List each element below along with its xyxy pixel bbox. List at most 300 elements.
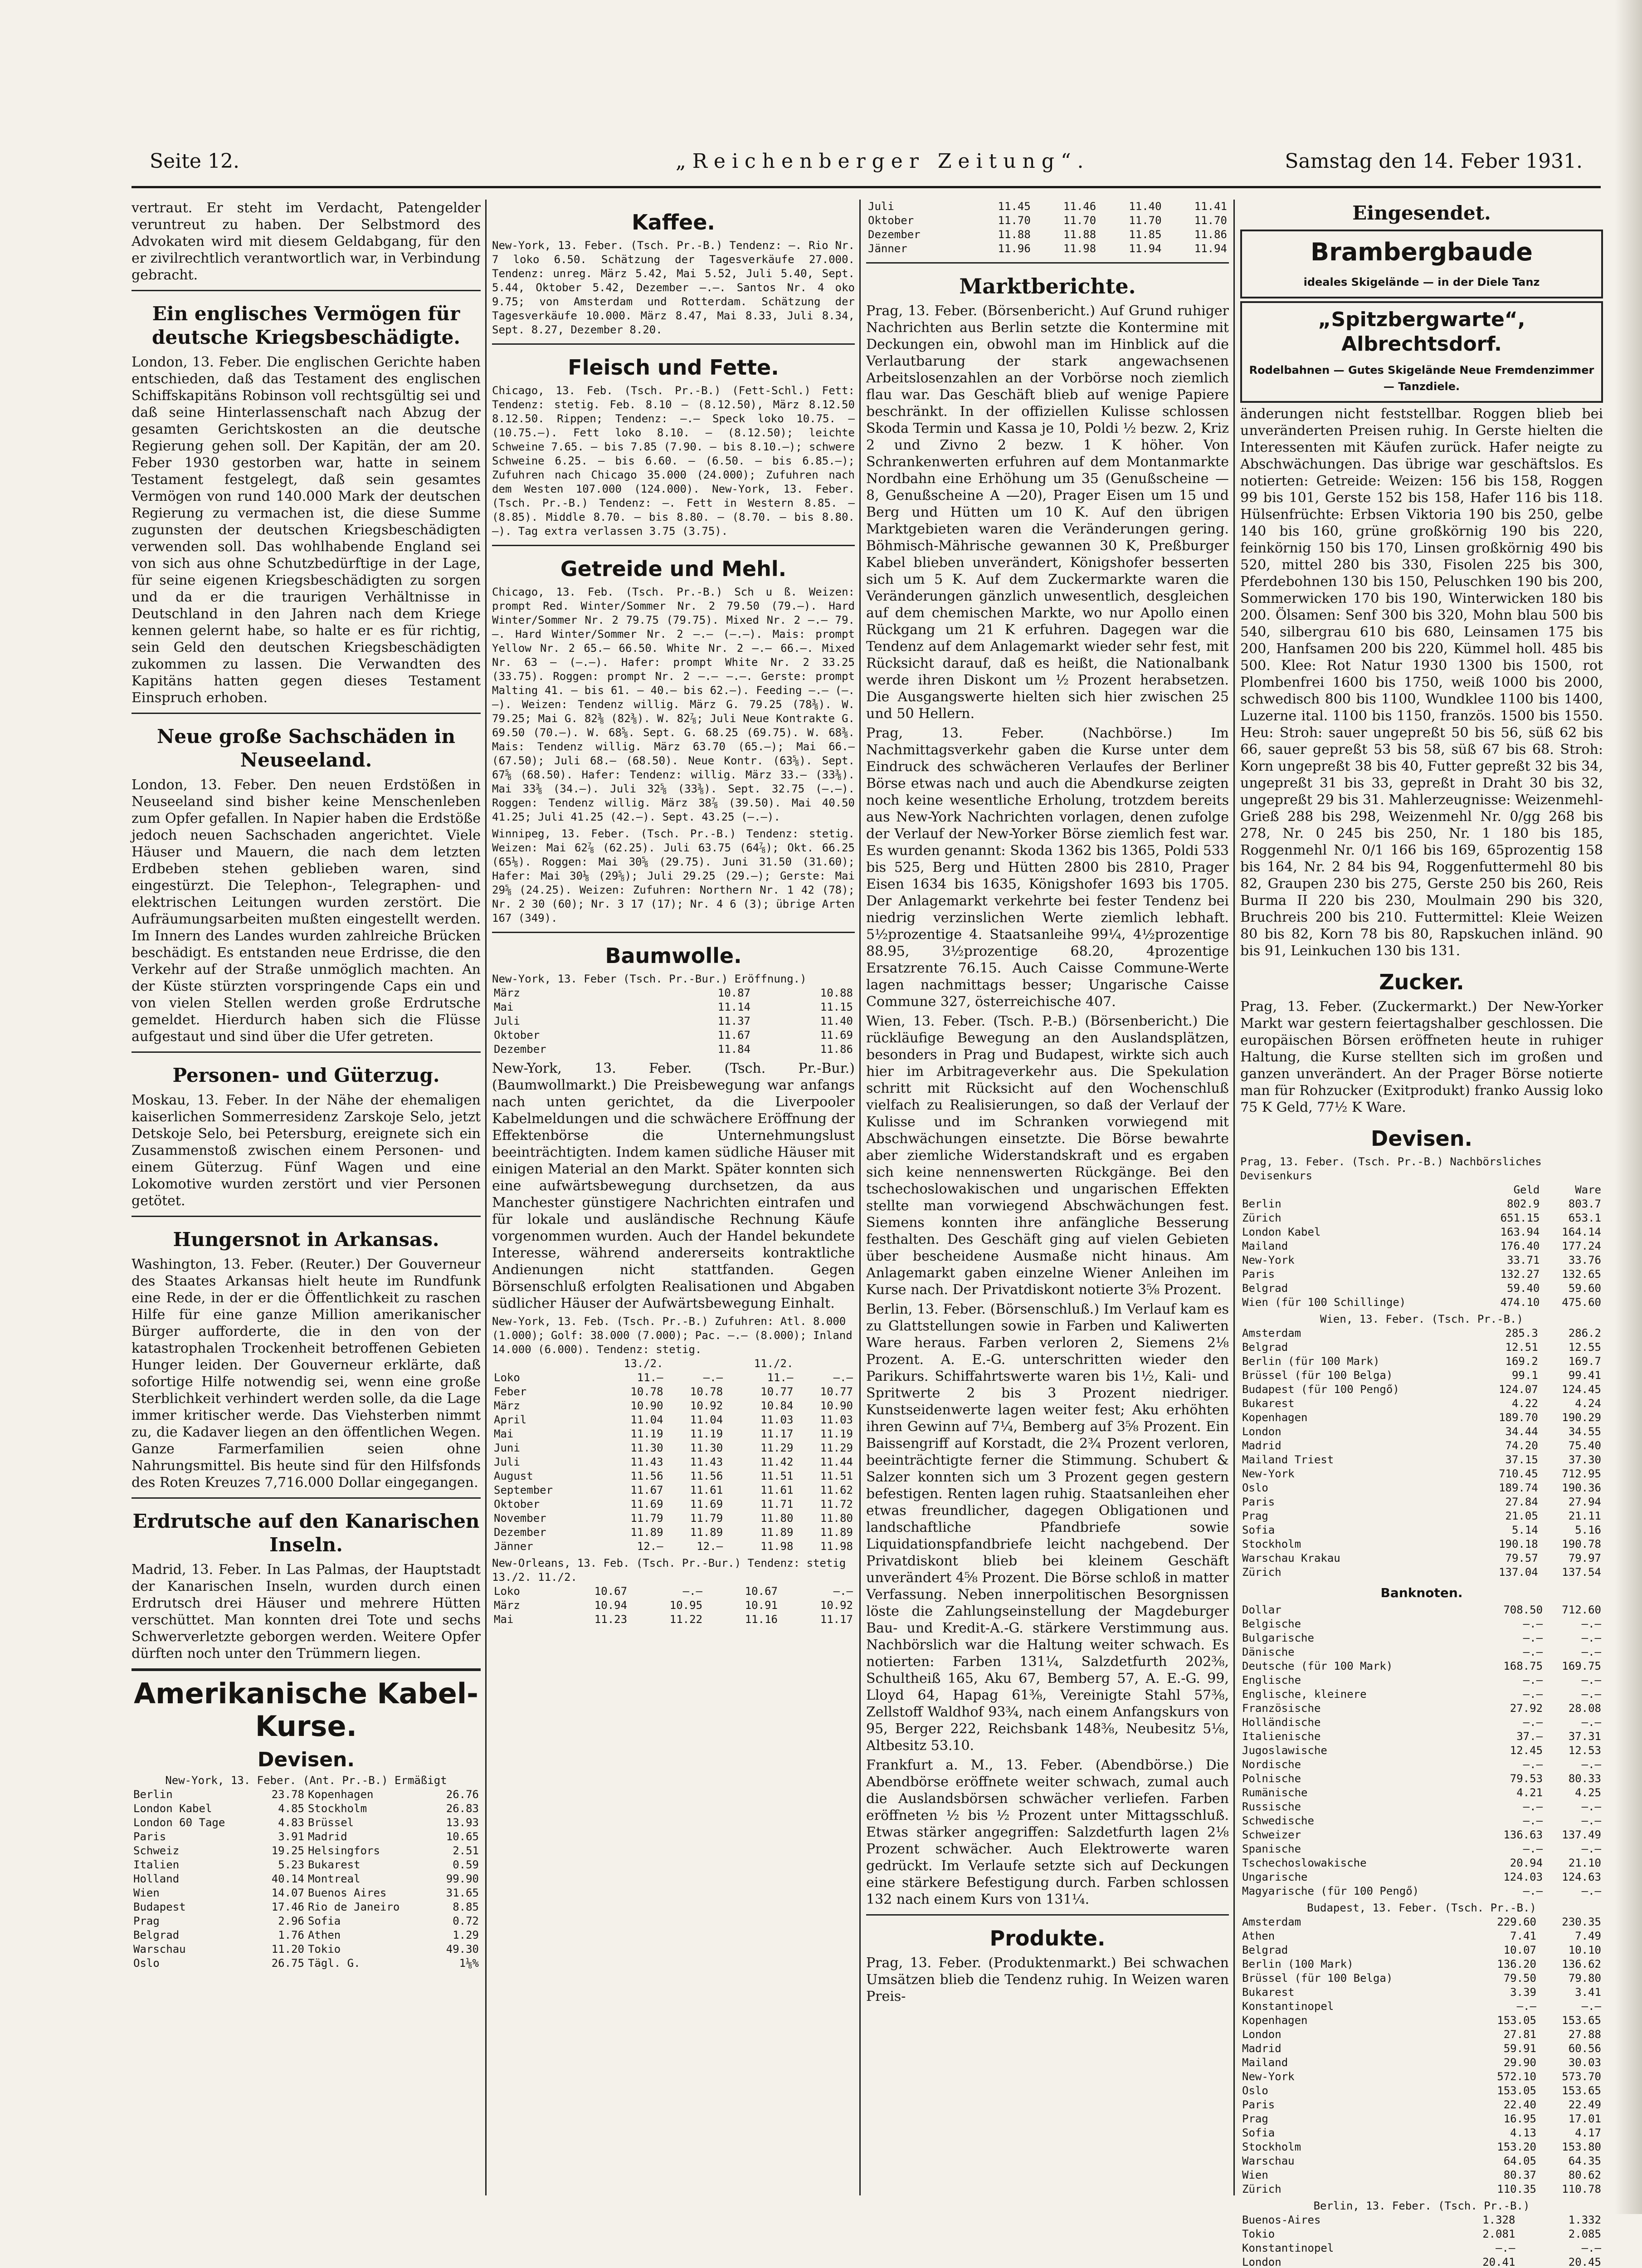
devisen-row xyxy=(1240,1340,1603,1354)
table-cell: 124.07 xyxy=(1499,1383,1538,1396)
table-cell: 10.07 xyxy=(1503,1944,1536,1956)
table-cell: 11.56 xyxy=(690,1470,723,1482)
table-cell: Zürich xyxy=(1242,1566,1281,1579)
table-cell: 80.33 xyxy=(1568,1772,1601,1785)
table-cell: 4.25 xyxy=(1575,1786,1601,1799)
table-cell: —.— xyxy=(1523,1716,1543,1729)
table-cell: 60.56 xyxy=(1568,2042,1601,2055)
devisen-prag-table xyxy=(1240,1183,1603,1310)
scan-edge xyxy=(1615,0,1642,2214)
table-cell: 64.05 xyxy=(1503,2155,1536,2167)
table-cell: 79.50 xyxy=(1503,1972,1536,1984)
devisen-row xyxy=(1240,1495,1603,1509)
table-cell: 29.90 xyxy=(1503,2056,1536,2069)
table-cell: Kopenhagen xyxy=(307,1788,374,1801)
table-cell: 19.25 xyxy=(271,1844,304,1857)
table-cell: Berlin (100 Mark) xyxy=(1242,1958,1354,1970)
table-cell: 13./2. xyxy=(624,1357,663,1370)
column-rule-1 xyxy=(485,200,487,2195)
table-cell: Tägl. G. xyxy=(307,1957,361,1970)
table-cell: 26.76 xyxy=(446,1788,479,1801)
devisen-row xyxy=(1240,1915,1603,1929)
table-cell: 190.78 xyxy=(1562,1538,1601,1550)
table-cell: 190.36 xyxy=(1562,1481,1601,1494)
table-cell: 11./2. xyxy=(754,1357,794,1370)
table-cell: 11.04 xyxy=(630,1413,663,1426)
devisen-row xyxy=(1240,1369,1603,1383)
banknoten-row xyxy=(1240,1814,1603,1828)
headline-fleisch: Fleisch und Fette. xyxy=(568,355,779,380)
table-cell: 59.60 xyxy=(1568,1282,1601,1295)
baumwolle-row xyxy=(492,1000,855,1014)
table-cell: März xyxy=(494,1599,520,1612)
table-cell: 11.98 xyxy=(820,1540,853,1553)
table-cell: 20.94 xyxy=(1510,1857,1543,1869)
table-cell: 4.85 xyxy=(278,1802,304,1815)
baumwolle-row xyxy=(866,214,1229,228)
devisen-row xyxy=(1240,1295,1603,1310)
table-cell: 16.95 xyxy=(1503,2112,1536,2125)
table-cell: 12.55 xyxy=(1568,1341,1601,1354)
table-cell: 153.80 xyxy=(1562,2141,1601,2153)
table-cell: 17.46 xyxy=(271,1901,304,1913)
kabelkurs-row xyxy=(132,1886,481,1900)
table-cell: April xyxy=(494,1413,527,1426)
devisen-row xyxy=(1240,1439,1603,1453)
table-cell: 99.1 xyxy=(1511,1369,1538,1382)
table-cell: 11.40 xyxy=(1129,200,1162,213)
table-cell: Oktober xyxy=(494,1029,540,1041)
table-cell: 573.70 xyxy=(1562,2070,1601,2083)
table-cell: Madrid xyxy=(1242,2042,1281,2055)
table-cell: Zürich xyxy=(1242,1212,1281,1224)
table-cell: 0.59 xyxy=(453,1858,479,1871)
table-cell: Paris xyxy=(1242,1496,1275,1508)
table-cell: 169.2 xyxy=(1505,1355,1538,1368)
table-cell: 99.41 xyxy=(1568,1369,1601,1382)
devisen-row xyxy=(1240,2140,1603,2154)
banknoten-row xyxy=(1240,1744,1603,1758)
table-cell: 59.91 xyxy=(1503,2042,1536,2055)
banknoten-row xyxy=(1240,1631,1603,1645)
table-cell: 11.30 xyxy=(690,1442,723,1454)
devisen-row xyxy=(1240,1551,1603,1565)
table-cell: 11.85 xyxy=(1129,228,1162,241)
table-cell: 153.05 xyxy=(1497,2014,1536,2027)
table-cell: 110.78 xyxy=(1562,2183,1601,2195)
table-cell: 30.03 xyxy=(1568,2056,1601,2069)
table-cell: Juli xyxy=(494,1456,520,1468)
headline-neuseeland: Neue große Sachschäden in Neuseeland. xyxy=(156,725,456,771)
table-cell: —.— xyxy=(1523,1618,1543,1630)
table-cell: Stockholm xyxy=(1242,1538,1301,1550)
devisen-row xyxy=(1240,1509,1603,1523)
table-cell: Bukarest xyxy=(1242,1397,1295,1410)
table-cell: Tokio xyxy=(1242,2228,1275,2240)
table-cell: 33.71 xyxy=(1507,1254,1540,1266)
report-produkte: Prag, 13. Feber. (Produktenmarkt.) Bei schwachen Umsätzen blieb die Tendenz ruhig. In Weizen waren Preis- xyxy=(866,1955,1229,2004)
table-cell: 11.43 xyxy=(630,1456,663,1468)
table-cell: —.— xyxy=(1523,1632,1543,1644)
table-cell: Athen xyxy=(1242,1930,1275,1942)
table-cell: 59.40 xyxy=(1507,1282,1540,1295)
table-cell: 708.50 xyxy=(1503,1603,1543,1616)
baumwolle-head-2: New-York, 13. Feb. (Tsch. Pr.-B.) Zufuhren: Atl. 8.000 (1.000); Golf: 38.000 (7.000); Pac. —.— (8.000); Inland 14.000 (6.000). Tendenz: stetig. xyxy=(492,1315,853,1356)
table-cell xyxy=(492,1357,594,1371)
table-cell: 11.— xyxy=(637,1371,663,1384)
table-cell: 11.71 xyxy=(760,1498,794,1510)
banknoten-row xyxy=(1240,1856,1603,1870)
table-cell: Zürich xyxy=(1242,2183,1281,2195)
table-cell: Schweiz xyxy=(133,1844,180,1857)
table-cell: —.— xyxy=(1516,2000,1536,2013)
table-cell: Oslo xyxy=(1242,2084,1268,2097)
table-cell: 11.69 xyxy=(820,1029,853,1041)
table-cell: —.— xyxy=(1581,1758,1601,1771)
baumwolle-row xyxy=(492,1441,855,1455)
table-cell: Berlin xyxy=(133,1788,173,1801)
table-cell: Ware xyxy=(1575,1183,1601,1196)
table-cell: 710.45 xyxy=(1499,1467,1538,1480)
table-cell: 5.23 xyxy=(278,1858,304,1871)
eingesendet-label: Eingesendet. xyxy=(1352,202,1491,224)
table-cell: 137.04 xyxy=(1499,1566,1538,1579)
devisen-row xyxy=(1240,1453,1603,1467)
table-cell: 11.44 xyxy=(820,1456,853,1468)
table-cell: 11.80 xyxy=(760,1512,794,1525)
table-cell: 190.18 xyxy=(1499,1538,1538,1550)
table-cell: 80.62 xyxy=(1568,2169,1601,2181)
table-cell: Jugoslawische xyxy=(1242,1744,1327,1757)
table-cell: 11.84 xyxy=(717,1043,750,1056)
table-cell: 13.93 xyxy=(446,1816,479,1829)
baumwolle-row xyxy=(492,1427,855,1441)
table-cell: 10.78 xyxy=(630,1385,663,1398)
table-cell: —.— xyxy=(1523,1646,1543,1658)
table-cell: Loko xyxy=(494,1585,520,1598)
table-cell: 136.63 xyxy=(1503,1828,1543,1841)
divider xyxy=(866,262,1229,264)
table-cell: —.— xyxy=(1581,1716,1601,1729)
getreide-report: Chicago, 13. Feb. (Tsch. Pr.-B.) Sch u ß. Weizen: prompt Red. Winter/Sommer Nr. 2 79.50 (79.—). Hard Winter/Sommer Nr. 2 79.75 (79.75). Mixed Nr. 2 —.— 79.—. Hard Winter/Sommer Nr. 2 —.— (—.—). Mais: prompt Yellow Nr. 2 65.— 66.50. White Nr. 2 —.— 66.—. Mixed Nr. 63 — (—.—). Hafer: prompt White Nr. 2 33.25 (33.75). Roggen: prompt Nr. 2 —.— —.—. Gerste: prompt Malting 41. — bis 61. — 40.— bis 62.—). Feeding —.— (—.—). Weizen: Tendenz willig. März G. 79.25 (78⅜). W. 79.25; Mai G. 82⅜ (82⅜). W. 82⅞; Juli Neue Kontrakte G. 69.50 (70.—). W. 68⅝. Sept. G. 68.25 (69.75). W. 68⅜. Mais: Tendenz willig. März 63.70 (65.—); Mai 66.— (67.50); Juli 68.— (68.50). Neue Kontr. (63⅝). Sept. 67⅝ (68.50). Hafer: Tendenz: willig. März 33.— (33⅜). Mai 33⅜ (34.—). Juli 32⅝ (33⅜). Sept. 32.75 (—.—). Roggen: Tendenz willig. März 38⅞ (39.50). Mai 40.50 41.25; Juli 41.25 (42.—). Sept. 43.25 (—.—). xyxy=(492,586,855,823)
banknoten-row xyxy=(1240,1828,1603,1842)
divider xyxy=(492,343,855,345)
table-cell: 40.14 xyxy=(271,1872,304,1885)
table-cell: Buenos Aires xyxy=(307,1887,387,1899)
table-cell: 11.19 xyxy=(820,1427,853,1440)
table-cell: 10.77 xyxy=(760,1385,794,1398)
column-4 xyxy=(1240,200,1603,2268)
table-cell: 8.85 xyxy=(453,1901,479,1913)
column-3 xyxy=(866,200,1229,2204)
table-cell: 3.39 xyxy=(1510,1986,1536,1999)
table-cell: 176.40 xyxy=(1500,1240,1540,1252)
table-cell: Berlin xyxy=(1242,1198,1281,1210)
baumwolle-row xyxy=(492,1497,855,1511)
table-cell: 4.17 xyxy=(1575,2126,1601,2139)
table-cell: 3.41 xyxy=(1575,1986,1601,1999)
kaffee-report: New-York, 13. Feber. (Tsch. Pr.-B.) Tendenz: —. Rio Nr. 7 loko 6.50. Schätzung der Tagesverkäufe 27.000. Tendenz: unreg. März 5.42, Mai 5.52, Juli 5.40, Sept. 5.44, Oktober 5.42, Dezember —.—. Santos Nr. 4 oko 9.75; von Amsterdam und Rotterdam. Schätzung der Tagesverkäufe 10.000. März 8.47, Mai 8.33, Juli 8.34, Sept. 8.27, Dezember 8.20. xyxy=(492,239,855,336)
kabelkurs-row xyxy=(132,1928,481,1942)
baumwolle-head: New-York, 13. Feber (Tsch. Pr.-Bur.) Eröffnung.) xyxy=(492,973,807,985)
table-cell: 11.67 xyxy=(717,1029,750,1041)
devisen-row xyxy=(1240,2084,1603,2098)
table-cell: 27.94 xyxy=(1568,1496,1601,1508)
devisen-row xyxy=(1240,1985,1603,1999)
table-cell: 10.87 xyxy=(717,987,750,999)
report-produkte-continued: änderungen nicht feststellbar. Roggen blieb bei unveränderten Preisen ruhig. In Gerste hielten die Interessenten mit Käufen zurück. Hafer neigte zu Abschwächungen. Das übrige war geschäftslos. Es notierten: Getreide: Weizen: 156 bis 158, Roggen 99 bis 101, Gerste 152 bis 158, Hafer 116 bis 118. Hülsenfrüchte: Erbsen Viktoria 190 bis 250, gelbe 140 bis 160, grüne großkörnig 190 bis 220, feinkörnig 150 bis 170, Linsen großkörnig 490 bis 520, mittel 280 bis 330, Fisolen 225 bis 300, Pferdebohnen 130 bis 150, Peluschken 190 bis 200, Sommerwicken 170 bis 190, Winterwicken 180 bis 200. Ölsamen: Senf 300 bis 320, Mohn blau 500 bis 540, silbergrau 610 bis 680, Leinsamen 175 bis 200, Hanfsamen 200 bis 220, Kümmel holl. 485 bis 500. Klee: Rot Natur 1930 1300 bis 1500, rot Plombenfrei 1600 bis 1750, weiß 1000 bis 2000, schwedisch 800 bis 1100, Wundklee 1100 bis 1400, Luzerne ital. 1100 bis 1150, französ. 1500 bis 1550. Heu: Stroh: sauer ungepreßt 50 bis 56, süß 62 bis 66, sauer gepreßt 53 bis 58, süß 67 bis 68. Stroh: Korn ungepreßt 38 bis 40, Futter gepreßt 32 bis 34, ungepreßt 31 bis 33, gepreßt in Draht 30 bis 32, ungepreßt 29 bis 31. Mahlerzeugnisse: Weizenmehl-Grieß 288 bis 298, Weizenmehl Nr. 0/gg 268 bis 278, Nr. 0 245 bis 250, Nr. 1 180 bis 185, Roggenmehl Nr. 0/1 166 bis 169, 65prozentig 158 bis 164, Nr. 2 84 bis 94, Roggenfuttermehl 80 bis 82, Graupen 230 bis 275, Gerste 250 bis 260, Reis Burma II 220 bis 230, Moulmain 290 bis 320, Bruchreis 200 bis 210. Futtermittel: Kleie Weizen 80 bis 82, Korn 78 bis 80, Rapskuchen inländ. 90 bis 91, Leinkuchen 130 bis 131. xyxy=(1240,406,1603,959)
table-cell: 474.10 xyxy=(1500,1296,1540,1309)
table-cell: 37.31 xyxy=(1568,1730,1601,1743)
table-cell: Juni xyxy=(494,1442,520,1454)
table-cell: Paris xyxy=(1242,1268,1275,1281)
table-cell: Warschau xyxy=(1242,2155,1295,2167)
table-cell: 11.51 xyxy=(820,1470,853,1482)
table-cell: 11.86 xyxy=(820,1043,853,1056)
table-cell: Kopenhagen xyxy=(1242,1411,1308,1424)
devisen-row xyxy=(1240,1999,1603,2014)
table-cell: 11.70 xyxy=(1194,214,1227,227)
table-cell: 27.81 xyxy=(1503,2028,1536,2041)
baumwolle-row xyxy=(492,1455,855,1469)
table-cell: 27.84 xyxy=(1505,1496,1538,1508)
table-cell: 23.78 xyxy=(271,1788,304,1801)
table-cell: Deutsche (für 100 Mark) xyxy=(1242,1660,1393,1672)
report-prag-nachboerse: Prag, 13. Feber. (Nachbörse.) Im Nachmittagsverkehr gaben die Kurse unter dem Eindruck des schwächeren Verlaufes der Berliner Börse etwas nach und auch die Abendkurse zeigten noch keine wesentliche Erholung, trotzdem bereits aus New-York Nachrichten vorlagen, denen zufolge der Verlauf der New-Yorker Börse ziemlich fest war. Es wurden genannt: Skoda 1362 bis 1365, Poldi 533 bis 525, Berg und Hütten 2800 bis 2810, Prager Eisen 1634 bis 1635, Königshofer 1693 bis 1705. Der Anlagemarkt verkehrte bei fester Tendenz bei niedrig verzinslichen Werte ziemlich lebhaft. 5½prozentige 4. Staatsanleihe 99¼, 4½prozentige 88.95, 3½prozentige 68.20, 4prozentige Ersatzrente 76.15. Auch Caisse Commune-Werte lagen nachmittags besser; Ungarische Caisse Commune 327, österreichische 407. xyxy=(866,725,1229,1010)
table-cell: 110.35 xyxy=(1497,2183,1536,2195)
table-cell: Mai xyxy=(494,1001,514,1013)
kabelkurse-subhead: New-York, 13. Feber. (Ant. Pr.-B.) Ermäßigt xyxy=(165,1774,447,1787)
table-cell: London Kabel xyxy=(1242,1226,1321,1238)
table-cell: 11.43 xyxy=(690,1456,723,1468)
table-cell: Paris xyxy=(1242,2098,1275,2111)
devisen-row xyxy=(1240,1425,1603,1439)
table-cell: 79.80 xyxy=(1568,1972,1601,1984)
table-cell: 11.45 xyxy=(998,200,1031,213)
divider xyxy=(492,932,855,933)
table-cell: 132.27 xyxy=(1500,1268,1540,1281)
headline-vermoegen: Ein englisches Vermögen für deutsche Kriegsbeschädigte. xyxy=(152,303,460,348)
table-cell: —.— xyxy=(1496,2242,1515,2254)
table-cell: 11.72 xyxy=(820,1498,853,1510)
table-cell: 10.67 xyxy=(594,1585,628,1598)
table-cell: Mai xyxy=(494,1427,514,1440)
table-cell: Wien xyxy=(133,1887,160,1899)
devisen-row xyxy=(1240,1523,1603,1537)
baumwolle-row xyxy=(492,1613,855,1627)
table-cell: —.— xyxy=(1523,1758,1543,1771)
baumwolle-report: New-York, 13. Feber. (Tsch. Pr.-Bur.) (Baumwollmarkt.) Die Preisbewegung war anfangs nach unten gerichtet, da die Liverpooler Kabelmeldungen und die schwächere Eröffnung der Effektenbörse die Unternehmungslust beeinträchtigten. Indem kamen südliche Häuser mit einigen Material an den Markt. Später konnten sich eine aufwärtsbewegung durchsetzen, da aus Manchester günstigere Nachrichten eintrafen und für lokale und ausländische Rechnung Käufe vorgenommen wurden. Auch der Handel bekundete Interesse, während andererseits kontraktliche Andienungen nicht stattfanden. Gegen Börsenschluß erfolgten Realisationen und Abgaben südlicher Häuser der Aufwärtsbewegung Einhalt. xyxy=(492,1061,855,1311)
table-cell: März xyxy=(494,1399,520,1412)
kabelkurs-row xyxy=(132,1900,481,1914)
table-cell: Belgische xyxy=(1242,1618,1301,1630)
table-cell: 10.95 xyxy=(669,1599,703,1612)
table-cell: 1.328 xyxy=(1482,2214,1515,2226)
table-cell: 572.10 xyxy=(1497,2070,1536,2083)
table-cell: 11.04 xyxy=(690,1413,723,1426)
table-cell: Polnische xyxy=(1242,1772,1301,1785)
table-cell: Englische xyxy=(1242,1674,1301,1686)
table-cell: London xyxy=(1242,1425,1281,1438)
table-cell: Dänische xyxy=(1242,1646,1295,1658)
banknoten-row xyxy=(1240,1701,1603,1716)
devisen-row xyxy=(1240,1225,1603,1239)
baumwolle-row xyxy=(492,1357,855,1371)
divider xyxy=(132,1497,481,1499)
baumwolle-table-1 xyxy=(492,986,855,1056)
table-cell: London 60 Tage xyxy=(133,1816,225,1829)
devisen-row xyxy=(1240,1929,1603,1943)
article-neuseeland: London, 13. Feber. Den neuen Erdstößen in Neuseeland sind bisher keine Menschenleben zum Opfer gefallen. In Napier haben die Erdstöße jedoch neuen Sachschaden angerichtet. Viele Häuser und Mauern, die nach dem letzten Erdbeben stehen geblieben waren, sind eingestürzt. Die Telephon-, Telegraphen- und elektrischen Leitungen wurden zerstört. Die Aufräumungsarbeiten mußten eingestellt werden. Im Innern des Landes wurden zahlreiche Brücken beschädigt. Es entstanden neue Erdrisse, die den Verkehr auf der Straße unmöglich machten. An der Küste stürzten vorspringende Caps ein und von vielen Stellen werden große Erdrutsche gemeldet. Hierdurch haben sich die Flüsse aufgestaut und sind über die Ufer getreten. xyxy=(132,777,481,1045)
table-cell: —.— xyxy=(1523,1885,1543,1897)
table-cell: 2.51 xyxy=(453,1844,479,1857)
table-cell: —.— xyxy=(1581,1646,1601,1658)
table-cell: 99.90 xyxy=(446,1872,479,1885)
table-cell: 10.65 xyxy=(446,1830,479,1843)
table-cell: 4.21 xyxy=(1516,1786,1543,1799)
kabelkurse-devisen: Devisen. xyxy=(257,1748,355,1771)
table-cell: 136.20 xyxy=(1497,1958,1536,1970)
table-cell: Holland xyxy=(133,1872,180,1885)
table-cell: 10.88 xyxy=(820,987,853,999)
table-cell: 75.40 xyxy=(1568,1439,1601,1452)
table-cell: 11.19 xyxy=(630,1427,663,1440)
banknoten-row xyxy=(1240,1772,1603,1786)
table-cell: Russische xyxy=(1242,1800,1301,1813)
devisen-budapest-head: Budapest, 13. Feber. (Tsch. Pr.-B.) xyxy=(1307,1901,1536,1914)
divider xyxy=(132,713,481,714)
baumwolle-row xyxy=(492,1413,855,1427)
table-cell: Belgrad xyxy=(1242,1944,1288,1956)
table-cell: Dezember xyxy=(494,1043,546,1056)
banknoten-row xyxy=(1240,1842,1603,1856)
table-cell: 74.20 xyxy=(1505,1439,1538,1452)
table-cell: Belgrad xyxy=(133,1929,180,1941)
baumwolle-row xyxy=(492,986,855,1000)
table-cell: —.— xyxy=(1581,1674,1601,1686)
table-cell: 189.70 xyxy=(1499,1411,1538,1424)
table-cell: Schweizer xyxy=(1242,1828,1301,1841)
table-cell: 11.88 xyxy=(1063,228,1096,241)
table-cell: 28.08 xyxy=(1568,1702,1601,1715)
table-cell: Dezember xyxy=(494,1526,546,1539)
table-cell: —.— xyxy=(833,1585,853,1598)
kabelkurs-row xyxy=(132,1914,481,1928)
table-cell: Bulgarische xyxy=(1242,1632,1314,1644)
table-cell: September xyxy=(494,1484,553,1496)
table-cell: 4.13 xyxy=(1510,2126,1536,2139)
table-cell: Spanische xyxy=(1242,1843,1301,1855)
table-cell: Rumänische xyxy=(1242,1786,1308,1799)
report-prag-boerse: Prag, 13. Feber. (Börsenbericht.) Auf Grund ruhiger Nachrichten aus Berlin setzte die Kontermine mit Deckungen ein, obwohl man im Hinblick auf die Verlautbarung der stark angewachsenen Arbeitslosenzahlen an der Vorbörse noch ziemlich flau war. Das Geschäft blieb auf wenige Papiere beschränkt. In der offiziellen Kulisse schlossen Skoda Termin und Kassa je 10, Poldi ½ bezw. 2, Kriz 2 und Zivno 2 bezw. 1 K höher. Von Schrankenwerten erfuhren auf dem Montanmarkte Nordbahn eine Erhöhung um 35 (Genußscheine — 8, Genußscheine A —20), Prager Eisen um 15 und Berg und Hütten um 10 K. Auf den übrigen Marktgebieten waren die Veränderungen gering. Böhmisch-Mährische gewannen 30 K, Preßburger Kabel blieben unverändert, Königshofer besserten sich um 5 K. Auf dem Zuckermarkte waren die Veränderungen gänzlich unwesentlich, desgleichen auf dem chemischen Markte, wo nur Apollo einen Rückgang um 21 K erfuhren. Dagegen war die Tendenz auf dem Anlagemarkt wieder sehr fest, mit Rücksicht darauf, daß es heißt, die Nationalbank werde ihren Diskont um ½ Prozent herabsetzen. Die Ausgangswerte hielten sich hier zwischen 25 und 50 Hellern. xyxy=(866,303,1229,722)
table-cell: 10.92 xyxy=(690,1399,723,1412)
table-cell: 34.44 xyxy=(1505,1425,1538,1438)
devisen-row xyxy=(1240,1481,1603,1495)
table-cell: 11.56 xyxy=(630,1470,663,1482)
baumwolle-row xyxy=(492,1598,855,1613)
table-cell: Buenos-Aires xyxy=(1242,2214,1321,2226)
table-cell: 286.2 xyxy=(1568,1327,1601,1339)
table-cell: 21.11 xyxy=(1568,1510,1601,1522)
table-cell: 11.41 xyxy=(1194,200,1227,213)
table-cell: 285.3 xyxy=(1505,1327,1538,1339)
divider xyxy=(132,1051,481,1053)
table-cell: 11.03 xyxy=(820,1413,853,1426)
divider xyxy=(492,545,855,546)
baumwolle-row xyxy=(492,1540,855,1554)
devisen-row xyxy=(1240,2056,1603,2070)
table-cell: —.— xyxy=(1581,1800,1601,1813)
kabelkurs-row xyxy=(132,1816,481,1830)
table-cell: 11.15 xyxy=(820,1001,853,1013)
table-cell: 12.53 xyxy=(1568,1744,1601,1757)
table-cell: 12.51 xyxy=(1505,1341,1538,1354)
headline-produkte: Produkte. xyxy=(989,1926,1106,1950)
table-cell: 11.94 xyxy=(1129,242,1162,255)
table-cell: März xyxy=(494,987,520,999)
report-zucker: Prag, 13. Feber. (Zuckermarkt.) Der New-Yorker Markt war gestern feiertagshalber geschlossen. Die europäischen Börsen eröffneten heute in ruhiger Haltung, die Kurse stellten sich im großen und ganzen unverändert. An der Prager Börse notierte man für Rohzucker (Exitprodukt) franko Aussig loko 75 K Geld, 77½ K Ware. xyxy=(1240,999,1603,1115)
table-cell: 653.1 xyxy=(1568,1212,1601,1224)
table-cell xyxy=(795,1357,855,1371)
devisen-wien-table xyxy=(1240,1326,1603,1579)
table-cell: 229.60 xyxy=(1497,1916,1536,1928)
table-cell: 11.03 xyxy=(760,1413,794,1426)
banknoten-row xyxy=(1240,1884,1603,1898)
table-cell: 11.46 xyxy=(1063,200,1096,213)
table-cell: 27.92 xyxy=(1510,1702,1543,1715)
ad-spitzbergwarte-title: „Spitzbergwarte“, Albrechtsdorf. xyxy=(1318,308,1525,356)
table-cell: Budapest xyxy=(133,1901,186,1913)
devisen-row xyxy=(1240,2182,1603,2196)
table-cell: 11.29 xyxy=(760,1442,794,1454)
table-cell: 712.60 xyxy=(1562,1603,1601,1616)
table-cell: Sofia xyxy=(307,1915,341,1927)
table-cell: 2.085 xyxy=(1568,2228,1601,2240)
kabelkurs-row xyxy=(132,1942,481,1956)
table-cell: 11.23 xyxy=(594,1613,628,1626)
headline-gueterzug: Personen- und Güterzug. xyxy=(172,1064,440,1086)
table-cell: Prag xyxy=(1242,1510,1268,1522)
table-cell: —.— xyxy=(1581,2000,1601,2013)
ad-brambergbaude-title: Brambergbaude xyxy=(1311,238,1533,266)
devisen-row xyxy=(1240,1383,1603,1397)
table-cell: 10.10 xyxy=(1568,1944,1601,1956)
ad-spitzbergwarte-sub: Rodelbahnen — Gutes Skigelände Neue Fremdenzimmer — Tanzdiele. xyxy=(1249,364,1594,393)
devisen-row xyxy=(1240,2241,1603,2255)
table-cell: Oktober xyxy=(494,1498,540,1510)
table-cell: 33.76 xyxy=(1568,1254,1601,1266)
table-cell: —.— xyxy=(1523,1674,1543,1686)
banknoten-head: Banknoten. xyxy=(1380,1585,1463,1600)
article-gueterzug: Moskau, 13. Feber. In der Nähe der ehemaligen kaiserlichen Sommerresidenz Zarskoje Selo, jetzt Detskoje Selo, bei Petersburg, ereignete sich ein Zusammenstoß zwischen einem Personen- und einem Güterzug. Fünf Wagen und eine Lokomotive wurden zerstört und vier Personen getötet. xyxy=(132,1092,481,1209)
table-cell: 124.45 xyxy=(1562,1383,1601,1396)
table-cell: —.— xyxy=(703,1371,723,1384)
table-cell: 169.7 xyxy=(1568,1355,1601,1368)
banknoten-row xyxy=(1240,1617,1603,1631)
divider xyxy=(132,1216,481,1217)
table-cell: 11.69 xyxy=(690,1498,723,1510)
table-cell: 1.76 xyxy=(278,1929,304,1941)
table-cell: —.— xyxy=(1581,1814,1601,1827)
baumwolle-row xyxy=(492,1584,855,1598)
report-frankfurt: Frankfurt a. M., 13. Feber. (Abendbörse.) Die Abendbörse eröffnete weiter schwach, zumal auch die Auslandsbörsen schwächer verliefen. Farben eröffneten ½ bis ½ Prozent unter Mittagsschluß. Etwas stärker angegriffen: Salzdetfurth lagen 2⅛ Prozent schwächer. Auch Elektrowerte waren gedrückt. Im Verlaufe setzte sich auf Deckungen eine stärkere Befestigung durch. Farben schlossen 132 nach einem Kurs von 131¼. xyxy=(866,1757,1229,1907)
table-cell: Stockholm xyxy=(307,1802,367,1815)
divider xyxy=(132,1668,481,1671)
column-1 xyxy=(132,200,481,2204)
table-cell: 11.30 xyxy=(630,1442,663,1454)
headline-getreide: Getreide und Mehl. xyxy=(560,557,787,581)
table-cell: Juli xyxy=(494,1015,520,1027)
